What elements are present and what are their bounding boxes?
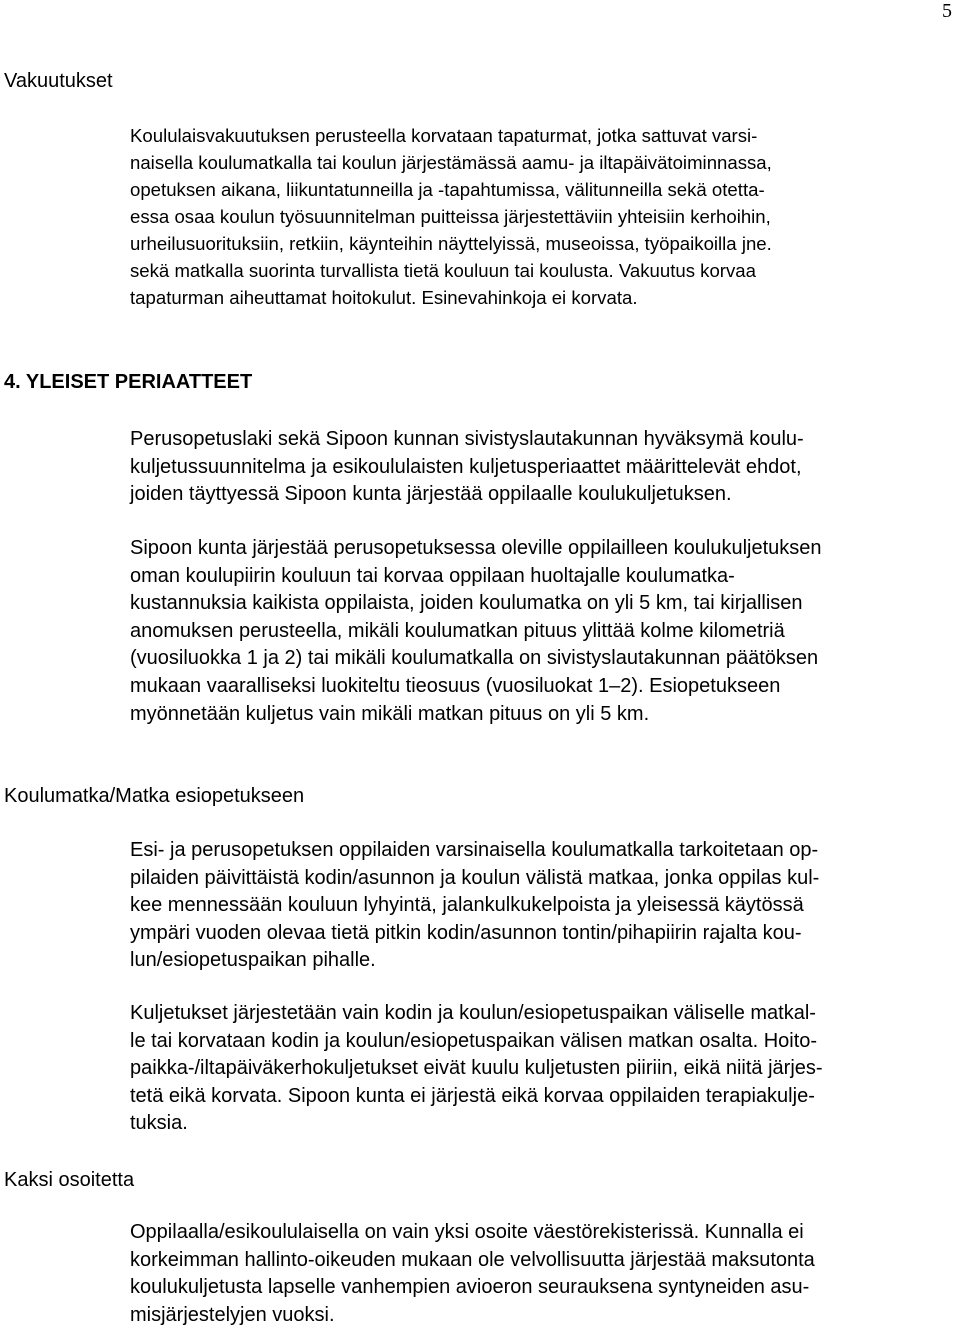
paragraph-line: opetuksen aikana, liikuntatunneilla ja -tapahtumissa, välitunneilla sekä otetta- xyxy=(130,179,765,200)
paragraph-line: Perusopetuslaki sekä Sipoon kunnan sivistyslautakunnan hyväksymä koulu- xyxy=(130,428,804,450)
paragraph-line: anomuksen perusteella, mikäli koulumatkan pituus ylittää kolme kilometriä xyxy=(130,619,785,642)
paragraph-line: korkeimman hallinto-oikeuden mukaan ole velvollisuutta järjestää maksutonta xyxy=(130,1248,815,1271)
paragraph-principles-2 xyxy=(130,535,822,728)
paragraph-schoolway-2 xyxy=(130,1000,823,1138)
paragraph-line: mukaan vaaralliseksi luokiteltu tieosuus (vuosiluokat 1–2). Esiopetukseen xyxy=(130,674,781,697)
paragraph-two-addresses xyxy=(130,1219,815,1329)
paragraph-line: Kuljetukset järjestetään vain kodin ja koulun/esiopetuspaikan väliselle matkal- xyxy=(130,1002,816,1024)
paragraph-line: kee mennessään kouluun lyhyintä, jalankulkukelpoista ja yleisessä käytössä xyxy=(130,894,804,917)
heading-vakuutukset: Vakuutukset xyxy=(4,70,113,92)
page-number: 5 xyxy=(942,0,952,22)
paragraph-line: koulukuljetusta lapselle vanhempien avioeron seurauksena syntyneiden asu- xyxy=(130,1276,810,1299)
paragraph-line: kustannuksia kaikista oppilaista, joiden koulumatka on yli 5 km, tai kirjallisen xyxy=(130,592,803,615)
paragraph-line: paikka-/iltapäiväkerhokuljetukset eivät kuulu kuljetusten piiriin, eikä niitä järjes- xyxy=(130,1057,823,1080)
paragraph-line: pilaiden päivittäistä kodin/asunnon ja koulun välistä matkaa, jonka oppilas kul- xyxy=(130,866,820,889)
paragraph-line: le tai korvataan kodin ja koulun/esiopetuspaikan välisen matkan osalta. Hoito- xyxy=(130,1029,818,1052)
section-heading-4: 4. YLEISET PERIAATTEET xyxy=(4,371,253,393)
heading-koulumatka: Koulumatka/Matka esiopetukseen xyxy=(4,785,305,807)
paragraph-line: sekä matkalla suorinta turvallista tietä kouluun tai koulusta. Vakuutus korvaa xyxy=(130,260,756,281)
paragraph-principles-1 xyxy=(130,426,804,509)
paragraph-line: tapaturman aiheuttamat hoitokulut. Esinevahinkoja ei korvata. xyxy=(130,287,638,308)
paragraph-line: (vuosiluokka 1 ja 2) tai mikäli koulumatkalla on sivistyslautakunnan päätöksen xyxy=(130,647,819,670)
paragraph-line: Koululaisvakuutuksen perusteella korvataan tapaturmat, jotka sattuvat varsi- xyxy=(130,125,758,146)
heading-kaksi-osoitetta: Kaksi osoitetta xyxy=(4,1169,135,1191)
paragraph-line: Sipoon kunta järjestää perusopetuksessa oleville oppilailleen koulukuljetuksen xyxy=(130,537,822,559)
paragraph-line: myönnetään kuljetus vain mikäli matkan pituus on yli 5 km. xyxy=(130,702,650,725)
paragraph-line: naisella koulumatkalla tai koulun järjestämässä aamu- ja iltapäivätoiminnassa, xyxy=(130,152,772,173)
paragraph-line: lun/esiopetuspaikan pihalle. xyxy=(130,949,376,972)
paragraph-line: ympäri vuoden olevaa tietä pitkin kodin/asunnon tontin/pihapiirin rajalta kou- xyxy=(130,921,802,944)
paragraph-line: Esi- ja perusopetuksen oppilaiden varsinaisella koulumatkalla tarkoitetaan op- xyxy=(130,839,819,861)
paragraph-schoolway-1 xyxy=(130,837,819,975)
paragraph-line: tetä eikä korvata. Sipoon kunta ei järjestä eikä korvaa oppilaiden terapiakulje- xyxy=(130,1084,815,1107)
paragraph-line: Oppilaalla/esikoululaisella on vain yksi osoite väestörekisterissä. Kunnalla ei xyxy=(130,1221,804,1243)
paragraph-line: misjärjestelyjen vuoksi. xyxy=(130,1303,335,1326)
paragraph-line: kuljetussuunnitelma ja esikoululaisten kuljetusperiaattet määrittelevät ehdot, xyxy=(130,455,802,478)
paragraph-line: tuksia. xyxy=(130,1112,188,1135)
paragraph-line: joiden täyttyessä Sipoon kunta järjestää oppilaalle koulukuljetuksen. xyxy=(130,483,732,506)
paragraph-line: urheilusuorituksiin, retkiin, käynteihin näyttelyissä, museoissa, työpaikoilla jne. xyxy=(130,233,772,254)
paragraph-insurance xyxy=(130,122,772,311)
paragraph-line: oman koulupiirin kouluun tai korvaa oppilaan huoltajalle koulumatka- xyxy=(130,564,735,587)
paragraph-line: essa osaa koulun työsuunnitelman puitteissa järjestettäviin yhteisiin kerhoihin, xyxy=(130,206,771,227)
